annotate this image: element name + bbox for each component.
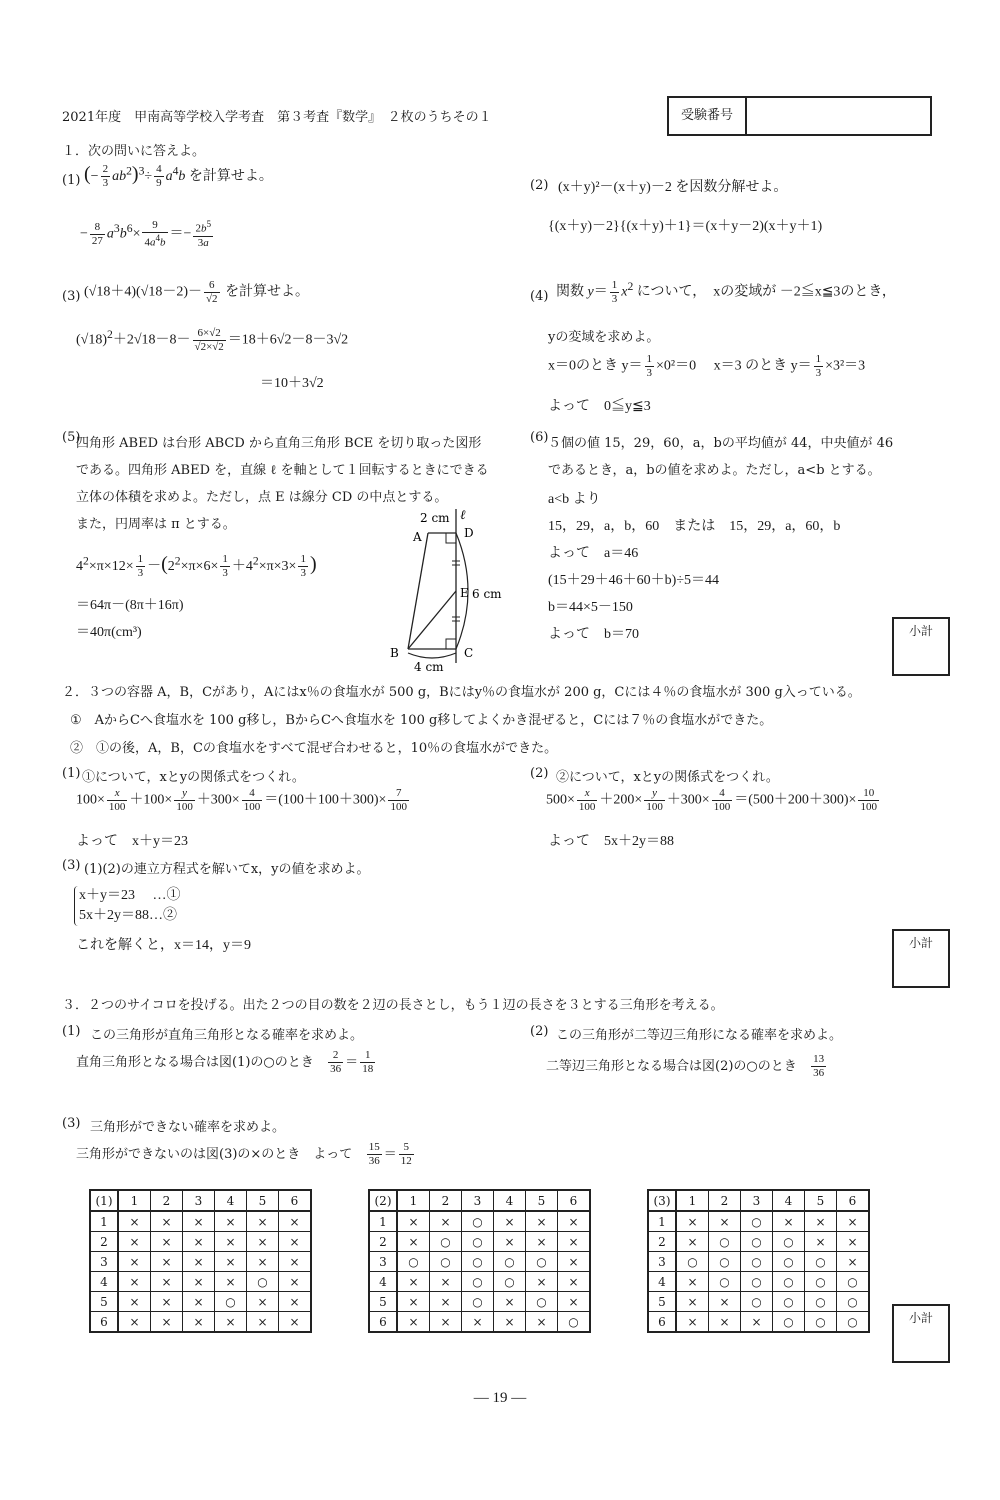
table-cell: × <box>118 1312 151 1333</box>
q1-6-answers <box>548 486 840 648</box>
table-row <box>90 1272 311 1292</box>
table-cell: × <box>676 1312 709 1333</box>
row-header: 2 <box>90 1232 118 1252</box>
table-cell: ○ <box>462 1292 494 1312</box>
row-header: 5 <box>90 1292 118 1312</box>
table-cell: ○ <box>526 1252 558 1272</box>
table-cell: ○ <box>462 1252 494 1272</box>
table-cell: ○ <box>526 1292 558 1312</box>
table-row <box>369 1292 590 1312</box>
table-cell: × <box>151 1211 183 1232</box>
q1-4-ans1b: ×0²＝0 <box>656 358 697 374</box>
table-cell: ○ <box>805 1312 837 1333</box>
table-cell: × <box>118 1292 151 1312</box>
label-4cm: 4 cm <box>414 660 444 674</box>
table-row <box>648 1252 869 1272</box>
table-cell: ○ <box>741 1211 773 1232</box>
q1-6-answer-line: 15，29，a，b，60 または 15，29，a，60，b <box>548 519 841 534</box>
table-row <box>369 1211 590 1232</box>
table-cell: × <box>494 1232 526 1252</box>
q3-1-prompt: この三角形が直角三角形となる確率を求めよ。 <box>90 1028 364 1043</box>
q1-6-line: であるとき，a，bの値を求めよ。ただし，a<b とする。 <box>548 463 881 478</box>
table-cell: ○ <box>837 1312 870 1333</box>
table-cell: ○ <box>676 1252 709 1272</box>
table-cell: × <box>709 1292 741 1312</box>
q1-3-answer: $(√18)^2+2√18-8-$ $\frac{6\times√2}{√2\times√2}$ ＝18＋6√2－8－3√2 <box>76 327 349 353</box>
row-header: 3 <box>648 1252 676 1272</box>
table-cell: × <box>397 1211 430 1232</box>
q1-3-prompt: を計算せよ。 <box>225 284 310 300</box>
q1-2-answer: {(x＋y)－2}{(x＋y)＋1}＝(x＋y－2)(x＋y＋1) <box>548 219 823 234</box>
table-cell: × <box>462 1312 494 1333</box>
subtotal-label: 小計 <box>908 936 933 950</box>
table-row <box>648 1232 869 1252</box>
table-cell: ○ <box>805 1292 837 1312</box>
q1-3-expression: (√18＋4)(√18－2)－ $\frac{6}{√2}$ を計算せよ。 <box>84 279 310 305</box>
table-cell: × <box>741 1312 773 1333</box>
table-cell: ○ <box>773 1232 805 1252</box>
q1-6-answer-line: a<b より <box>548 492 601 507</box>
label-2cm: 2 cm <box>420 511 450 525</box>
column-header: 4 <box>773 1190 805 1211</box>
q1-1-answer: − $\frac{8}{27}$ $a^3b^6\times$ $\frac{9}{4a^4b}$ ＝− $\frac{2b^5}{3a}$ <box>80 219 212 249</box>
table-cell: × <box>526 1312 558 1333</box>
q1-4-ans1a: x＝0のとき y＝ <box>548 358 643 374</box>
table-header-row <box>369 1190 590 1211</box>
q1-5-line: である。四角形 ABED を，直線 ℓ を軸として１回転するときにできる <box>76 463 489 478</box>
table-cell: ○ <box>773 1252 805 1272</box>
q1-4-ans1d: ×3²＝3 <box>825 358 866 374</box>
table-cell: × <box>837 1211 870 1232</box>
table-cell: × <box>279 1312 312 1333</box>
column-header: 4 <box>215 1190 247 1211</box>
table-cell: × <box>397 1272 430 1292</box>
table-row <box>90 1292 311 1312</box>
table-cell: × <box>494 1292 526 1312</box>
table-cell: ○ <box>805 1252 837 1272</box>
q3-2-prompt: この三角形が二等辺三角形になる確率を求めよ。 <box>556 1028 843 1043</box>
brace-4cm <box>408 653 456 658</box>
table-cell: ○ <box>494 1252 526 1272</box>
row-header: 1 <box>648 1211 676 1232</box>
q1-1-number: (1) <box>62 173 81 188</box>
column-header: 1 <box>397 1190 430 1211</box>
frac-den: 12 <box>400 1155 412 1167</box>
table-cell: × <box>279 1232 312 1252</box>
q1-6-text <box>548 430 893 484</box>
q1-5-line: 立体の体積を求めよ。ただし，点 E は線分 CD の中点とする。 <box>76 490 448 505</box>
subtotal-label: 小計 <box>908 1311 933 1325</box>
table-label: (2) <box>369 1190 397 1211</box>
q1-5-answer1: $4^2\times\pi\times 12\times$ $\frac{1}{3}$ $-(2^2\times\pi\times 6\times$ $\frac{1}{3}$ $+4^2\times\pi\times 3\times$ $\frac{1}{3}$ ) <box>76 553 317 580</box>
q2-2-number: (2) <box>530 766 549 781</box>
column-header: 3 <box>741 1190 773 1211</box>
table-cell: ○ <box>837 1272 870 1292</box>
page-number: ― 19 ― <box>473 1390 527 1406</box>
table-cell: ○ <box>430 1252 462 1272</box>
q1-2-prompt: (x＋y)²－(x＋y)－2 を因数分解せよ。 <box>558 180 788 195</box>
column-header: 1 <box>118 1190 151 1211</box>
frac-num: 15 <box>368 1141 380 1153</box>
column-header: 5 <box>247 1190 279 1211</box>
q2-1-number: (1) <box>62 766 81 781</box>
table-figure-3 <box>647 1189 870 1333</box>
row-header: 6 <box>648 1312 676 1333</box>
q1-heading: １．次の問いに答えよ。 <box>62 144 206 159</box>
table-label: (3) <box>648 1190 676 1211</box>
table-row <box>648 1211 869 1232</box>
table-cell: × <box>494 1211 526 1232</box>
table-cell: × <box>247 1292 279 1312</box>
q1-4-number: (4) <box>530 289 549 304</box>
label-6cm: 6 cm <box>472 587 502 601</box>
q2-3-answer: これを解くと，x＝14，y＝9 <box>76 938 251 953</box>
q3-3-answer-text: 三角形ができないのは図(3)の×のとき よって <box>76 1147 353 1162</box>
exam-number-box[interactable] <box>667 96 932 136</box>
row-header: 4 <box>648 1272 676 1292</box>
table-cell: × <box>183 1232 215 1252</box>
table-cell: × <box>183 1312 215 1333</box>
q1-4-answer2: よって 0≦y≦3 <box>548 399 651 414</box>
table-cell: × <box>247 1211 279 1232</box>
q2-subtotal-box[interactable] <box>892 929 950 988</box>
column-header: 6 <box>558 1190 591 1211</box>
table-cell: × <box>183 1211 215 1232</box>
q1-6-line: ５個の値 15，29，60，a，bの平均値が 44，中央値が 46 <box>548 436 894 451</box>
q1-6-answer-line: よって a＝46 <box>548 546 639 561</box>
q3-3-answer: 三角形ができないのは図(3)の×のとき よって $\frac{15}{36}$ ＝ $\frac{5}{12}$ <box>76 1141 412 1167</box>
row-header: 2 <box>648 1232 676 1252</box>
q1-5-number: (5) <box>62 430 81 445</box>
q3-1-answer-text: 直角三角形となる場合は図(1)の○のとき <box>76 1055 314 1070</box>
table-cell: ○ <box>741 1232 773 1252</box>
right-angle-c <box>446 639 456 649</box>
row-header: 1 <box>90 1211 118 1232</box>
row-header: 6 <box>369 1312 397 1333</box>
table-cell: ○ <box>462 1272 494 1292</box>
q1-4-prompt-c: yの変域を求めよ。 <box>548 330 660 345</box>
q3-2-answer-text: 二等辺三角形となる場合は図(2)の○のとき <box>546 1059 797 1074</box>
table-cell: × <box>430 1272 462 1292</box>
label-A: A <box>413 530 422 544</box>
table-cell: ○ <box>741 1252 773 1272</box>
table-row <box>369 1252 590 1272</box>
table-cell: × <box>676 1211 709 1232</box>
right-angle-d <box>446 533 456 543</box>
q2-1-answer: よって x＋y＝23 <box>76 834 188 849</box>
table-cell: ○ <box>430 1232 462 1252</box>
q1-1-expression: (− $\frac{2}{3}$ $ab^2)^3\div$ $\frac{4}{9}$ $a^4b$ を計算せよ。 <box>84 163 273 190</box>
table-cell: × <box>118 1272 151 1292</box>
q2-3-eq2: 5x＋2y＝88…② <box>79 908 177 923</box>
label-B: B <box>390 646 399 660</box>
table-cell: × <box>676 1232 709 1252</box>
table-cell: ○ <box>773 1292 805 1312</box>
q2-2-answer: よって 5x＋2y＝88 <box>548 834 674 849</box>
table-row <box>648 1272 869 1292</box>
q2-3-number: (3) <box>62 858 81 873</box>
table-cell: × <box>215 1252 247 1272</box>
q1-5-line: 四角形 ABED は台形 ABCD から直角三角形 BCE を切り取った図形 <box>76 436 482 451</box>
q2-1-equation: 100× $\frac{x}{100}$ ＋100× $\frac{y}{100}$ ＋300× $\frac{4}{100}$ ＝(100＋100＋300)× $\frac{7}{100}$ <box>76 787 407 813</box>
table-row <box>90 1252 311 1272</box>
table-figure-1 <box>89 1189 312 1333</box>
table-cell: × <box>118 1232 151 1252</box>
label-E: E <box>460 586 469 600</box>
q1-6-answer-line: よって b＝70 <box>548 627 639 642</box>
q2-2-prompt: ②について，xとyの関係式をつくれ。 <box>556 770 779 785</box>
column-header: 3 <box>183 1190 215 1211</box>
table-cell: × <box>279 1211 312 1232</box>
table-cell: × <box>430 1292 462 1312</box>
table-cell: × <box>397 1232 430 1252</box>
table-cell: × <box>558 1211 591 1232</box>
q1-3-answer-line2: ＝10＋3√2 <box>260 376 324 391</box>
table-cell: ○ <box>709 1232 741 1252</box>
q1-5-answer2: ＝64π－(8π＋16π) <box>76 598 184 613</box>
table-cell: ○ <box>805 1272 837 1292</box>
q1-6-number: (6) <box>530 430 549 445</box>
q2-condition-2: ② ①の後，A，B，Cの食塩水をすべて混ぜ合わせると，10％の食塩水ができた。 <box>70 741 558 756</box>
table-row <box>369 1232 590 1252</box>
column-header: 5 <box>526 1190 558 1211</box>
q1-4-prompt: 関数 y＝ $\frac{1}{3}$ $x^2$ について， xの変域が －2≦x≦3のとき， <box>556 279 896 305</box>
q2-3-eq1: x＋y＝23 …① <box>79 888 181 903</box>
q3-3-prompt: 三角形ができない確率を求めよ。 <box>90 1120 286 1135</box>
q1-4-prompt-b: について， xの変域が －2≦x≦3のとき， <box>636 284 896 300</box>
table-cell: × <box>279 1292 312 1312</box>
table-cell: × <box>494 1312 526 1333</box>
table-cell: ○ <box>397 1252 430 1272</box>
row-header: 1 <box>369 1211 397 1232</box>
table-cell: × <box>118 1252 151 1272</box>
table-cell: × <box>215 1272 247 1292</box>
column-header: 2 <box>151 1190 183 1211</box>
q1-4-ans1c: x＝3 のとき y＝ <box>713 358 812 374</box>
table-cell: × <box>215 1211 247 1232</box>
table-cell: × <box>118 1211 151 1232</box>
table-cell: ○ <box>494 1272 526 1292</box>
q1-4-prompt-a: 関数 <box>556 284 584 300</box>
table-label: (1) <box>90 1190 118 1211</box>
table-cell: ○ <box>462 1232 494 1252</box>
table-cell: × <box>837 1232 870 1252</box>
q1-1-prompt: を計算せよ。 <box>188 169 273 184</box>
table-cell: × <box>247 1312 279 1333</box>
q3-1-answer: 直角三角形となる場合は図(1)の○のとき $\frac{2}{36}$ ＝ $\frac{1}{18}$ <box>76 1049 374 1075</box>
column-header: 5 <box>805 1190 837 1211</box>
table-cell: × <box>558 1252 591 1272</box>
q2-1-prompt: ①について，xとyの関係式をつくれ。 <box>82 770 305 785</box>
table-figure-2 <box>368 1189 591 1333</box>
table-cell: × <box>279 1272 312 1292</box>
table-cell: × <box>279 1252 312 1272</box>
segment-ab <box>408 533 428 649</box>
table-cell: × <box>183 1252 215 1272</box>
exam-number-label: 受験番号 <box>669 98 747 134</box>
label-D: D <box>464 526 474 540</box>
table-cell: × <box>526 1211 558 1232</box>
row-header: 3 <box>369 1252 397 1272</box>
table-cell: × <box>837 1252 870 1272</box>
table-cell: × <box>773 1211 805 1232</box>
q1-6-answer-line: (15＋29＋46＋60＋b)÷5＝44 <box>548 573 720 588</box>
table-row <box>369 1272 590 1292</box>
table-cell: × <box>151 1292 183 1312</box>
frac-den: 18 <box>362 1063 374 1075</box>
table-cell: × <box>215 1312 247 1333</box>
table-cell: × <box>430 1312 462 1333</box>
label-C: C <box>464 646 474 660</box>
row-header: 3 <box>90 1252 118 1272</box>
label-ell: ℓ <box>460 508 466 523</box>
column-header: 6 <box>837 1190 870 1211</box>
table-cell: × <box>247 1232 279 1252</box>
q1-5-line: また，円周率は π とする。 <box>76 517 236 532</box>
table-cell: × <box>709 1312 741 1333</box>
table-header-row <box>648 1190 869 1211</box>
column-header: 3 <box>462 1190 494 1211</box>
table-cell: × <box>526 1232 558 1252</box>
row-header: 4 <box>369 1272 397 1292</box>
q1-5-answer3: ＝40π(cm³) <box>76 625 142 640</box>
table-cell: × <box>709 1211 741 1232</box>
q1-3-number: (3) <box>62 289 81 304</box>
table-cell: ○ <box>741 1272 773 1292</box>
row-header: 4 <box>90 1272 118 1292</box>
row-header: 5 <box>648 1292 676 1312</box>
table-cell: ○ <box>773 1272 805 1292</box>
q3-heading: ３．２つのサイコロを投げる。出た２つの目の数を２辺の長さとし，もう１辺の長さを３とする三角形を考える。 <box>62 998 724 1013</box>
frac-num: 2 <box>328 1050 343 1063</box>
table-cell: × <box>676 1292 709 1312</box>
q3-3-number: (3) <box>62 1116 81 1131</box>
frac-den: 36 <box>813 1067 825 1079</box>
column-header: 1 <box>676 1190 709 1211</box>
table-cell: × <box>676 1272 709 1292</box>
table-cell: ○ <box>837 1292 870 1312</box>
table-cell: × <box>183 1272 215 1292</box>
table-cell: × <box>526 1272 558 1292</box>
table-row <box>90 1312 311 1333</box>
table-cell: ○ <box>773 1312 805 1333</box>
q1-2-number: (2) <box>530 178 549 193</box>
table-row <box>90 1232 311 1252</box>
column-header: 6 <box>279 1190 312 1211</box>
subtotal-label: 小計 <box>908 624 933 638</box>
table-cell: ○ <box>247 1272 279 1292</box>
table-cell: × <box>805 1211 837 1232</box>
table-cell: × <box>397 1292 430 1312</box>
frac-num: 1 <box>360 1050 375 1063</box>
table-cell: × <box>247 1252 279 1272</box>
table-cell: × <box>558 1232 591 1252</box>
table-cell: × <box>397 1312 430 1333</box>
table-cell: × <box>558 1272 591 1292</box>
table-cell: × <box>805 1232 837 1252</box>
table-cell: ○ <box>462 1211 494 1232</box>
table-cell: ○ <box>215 1292 247 1312</box>
q3-2-number: (2) <box>530 1024 549 1039</box>
table-cell: × <box>151 1232 183 1252</box>
column-header: 4 <box>494 1190 526 1211</box>
q1-6-answer-line: b＝44×5－150 <box>548 600 633 615</box>
table-cell: × <box>151 1272 183 1292</box>
table-cell: × <box>215 1232 247 1252</box>
column-header: 2 <box>430 1190 462 1211</box>
row-header: 5 <box>369 1292 397 1312</box>
q2-condition-1: ① AからCへ食塩水を 100 g移し，BからCへ食塩水を 100 g移してよくかき混ぜると，Cには７％の食塩水ができた。 <box>70 713 773 728</box>
exam-title: 2021年度 甲南高等学校入学考査 第３考査『数学』 ２枚のうちその１ <box>62 110 492 125</box>
table-row <box>90 1211 311 1232</box>
q3-2-answer <box>546 1054 828 1079</box>
frac-num: 5 <box>399 1142 414 1155</box>
frac-den: 36 <box>330 1063 342 1075</box>
column-header: 2 <box>709 1190 741 1211</box>
table-header-row <box>90 1190 311 1211</box>
table-cell: ○ <box>741 1292 773 1312</box>
table-cell: ○ <box>709 1252 741 1272</box>
q2-2-equation: 500× $\frac{x}{100}$ ＋200× $\frac{y}{100}$ ＋300× $\frac{4}{100}$ ＝(500＋200＋300)× $\frac{10}{100}$ <box>546 787 877 813</box>
frac-den: 36 <box>368 1155 380 1167</box>
q1-5-figure <box>380 505 520 675</box>
frac-num: 13 <box>813 1053 825 1065</box>
table-cell: × <box>151 1312 183 1333</box>
row-header: 2 <box>369 1232 397 1252</box>
table-cell: × <box>558 1292 591 1312</box>
table-cell: ○ <box>709 1272 741 1292</box>
table-cell: × <box>151 1252 183 1272</box>
table-row <box>369 1312 590 1333</box>
table-cell: ○ <box>558 1312 591 1333</box>
segment-be <box>408 591 456 649</box>
table-row <box>648 1312 869 1333</box>
table-cell: × <box>183 1292 215 1312</box>
q3-1-number: (1) <box>62 1024 81 1039</box>
q1-subtotal-box[interactable] <box>892 617 950 676</box>
q3-subtotal-box[interactable] <box>892 1304 950 1363</box>
q2-3-system <box>74 886 181 926</box>
q1-4-answer1: x＝0のとき y＝ $\frac{1}{3}$ ×0²＝0 x＝3 のとき y＝ $\frac{1}{3}$ ×3²＝3 <box>548 353 866 379</box>
table-cell: × <box>430 1211 462 1232</box>
row-header: 6 <box>90 1312 118 1333</box>
table-row <box>648 1292 869 1312</box>
q2-3-prompt: (1)(2)の連立方程式を解いてx，yの値を求めよ。 <box>84 862 370 877</box>
q2-heading: ２．３つの容器 A，B，Cがあり，Aにはx％の食塩水が 500 g，Bにはy％の食塩水が 200 g，Cには４％の食塩水が 300 g入っている。 <box>62 685 861 700</box>
